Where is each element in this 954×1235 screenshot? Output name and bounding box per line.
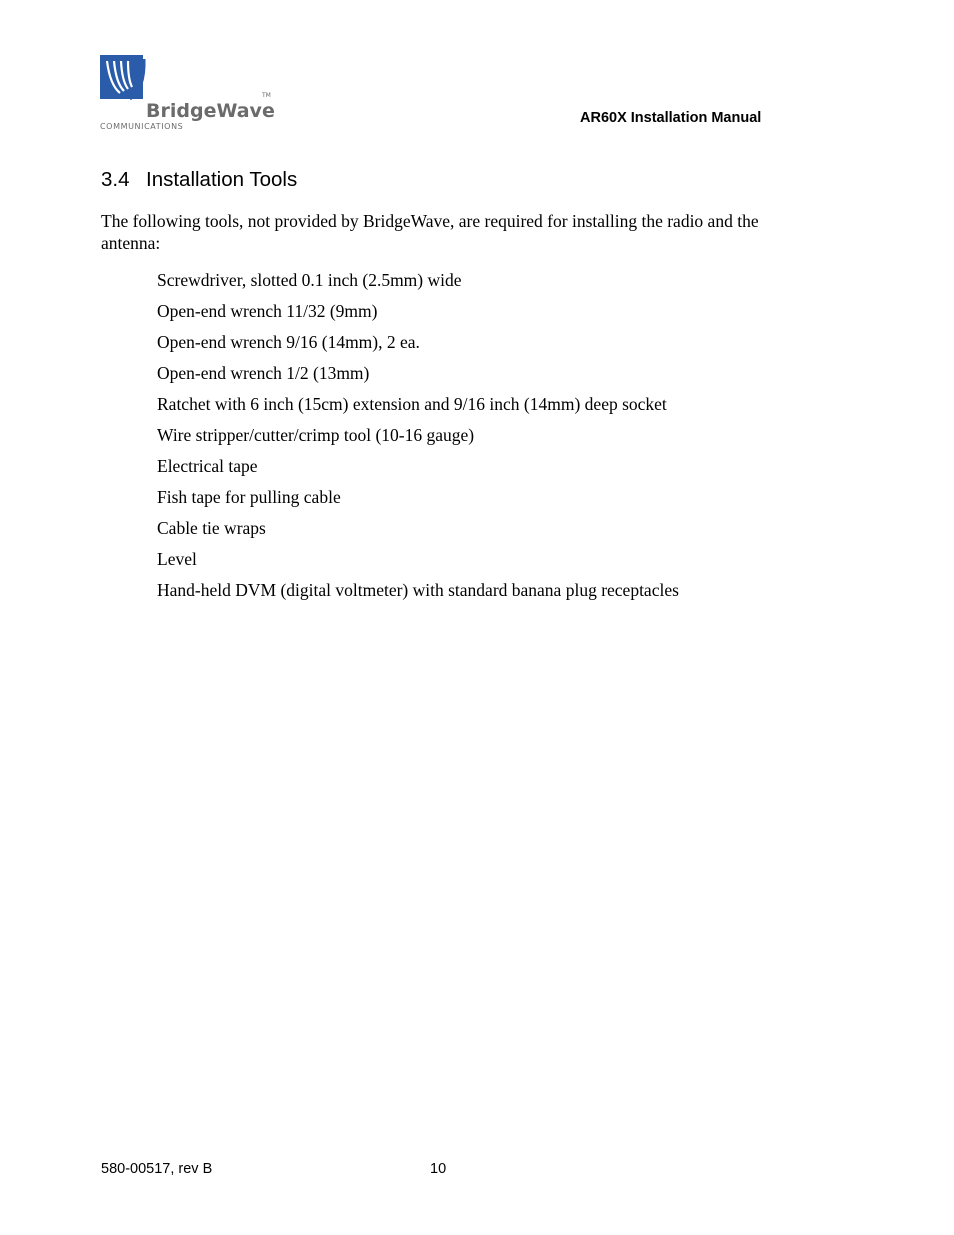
section-heading (101, 168, 297, 192)
list-item: Hand-held DVM (digital voltmeter) with standard banana plug receptacles (157, 580, 679, 600)
list-item: Open-end wrench 1/2 (13mm) (157, 363, 370, 383)
list-item: Ratchet with 6 inch (15cm) extension and 9/16 inch (14mm) deep socket (157, 394, 667, 414)
list-item: Electrical tape (157, 456, 258, 476)
list-item: Open-end wrench 11/32 (9mm) (157, 301, 378, 321)
manual-title: AR60X Installation Manual (580, 110, 762, 126)
list-item: Cable tie wraps (157, 518, 266, 538)
list-item: Fish tape for pulling cable (157, 487, 341, 507)
section-title: Installation Tools (146, 168, 298, 191)
bridgewave-logo (100, 55, 275, 133)
section-number: 3.4 (101, 168, 130, 191)
page-number: 10 (430, 1161, 447, 1177)
logo-trademark: TM (262, 92, 271, 99)
intro-paragraph: The following tools, not provided by BridgeWave, are required for installing the radio and the antenna: (101, 211, 759, 253)
logo-tagline: COMMUNICATIONS (100, 122, 184, 131)
list-item: Wire stripper/cutter/crimp tool (10-16 gauge) (157, 425, 475, 445)
document-id: 580-00517, rev B (101, 1161, 213, 1177)
list-item: Open-end wrench 9/16 (14mm), 2 ea. (157, 332, 420, 352)
list-item: Screwdriver, slotted 0.1 inch (2.5mm) wide (157, 270, 462, 290)
list-item: Level (157, 549, 197, 569)
logo-wordmark: BridgeWave (146, 100, 275, 122)
tool-list (157, 268, 679, 609)
